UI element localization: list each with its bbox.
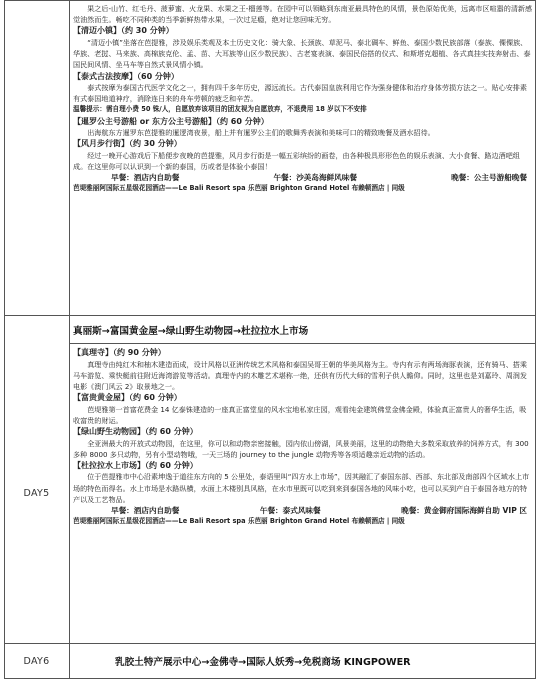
day5-dinner: 晚餐：黄金御府国际海鲜自助 VIP 区	[401, 506, 527, 516]
day4-section-title: 【清迈小镇】（约 30 分钟）	[73, 26, 174, 36]
table-border-bottom	[4, 678, 536, 679]
row-divider-day5-route	[4, 315, 536, 316]
day5-section-title: 【真理寺】（约 90 分钟）	[73, 348, 166, 357]
day4-section-title: 【泰式古法按摩】（60 分钟）	[73, 71, 179, 81]
table-border-top	[4, 0, 536, 1]
day5-section-text: 全亚洲最大的开放式动物园，在这里，你可以和动物亲密接触，园内依山傍湖，风景美丽，这里的动物绝大多数采取放养的饲养方式，有 300 多种 8000 多只动物，另有小型动物哦，一天三场的 journey to the jungle 动物秀等各项适趣亲近动物的活动。	[73, 438, 529, 459]
day5-section-title: 【富贵黄金屋】（约 60 分钟）	[73, 393, 182, 403]
day4-section-title: 【暹罗公主号游船 or 东方公主号游船】（约 60 分钟）	[73, 116, 269, 126]
day5-meals	[73, 505, 533, 516]
table-border-right	[535, 0, 536, 679]
day5-section-title: 【绿山野生动物园】（约 60 分钟）	[73, 427, 198, 437]
day4-section-title: 【风月步行街】（约 30 分钟）	[73, 139, 182, 149]
day5-section-title: 【杜拉拉水上市场】（约 60 分钟）	[73, 460, 198, 470]
day4-section-text: 出海航东方暹罗东芭提雅的暹逻湾夜景，船上并有暹罗公主们的歌舞秀表演和美味可口的精致晚餐及酒水招待。	[87, 128, 435, 138]
row-divider-day5-body	[69, 343, 536, 344]
day4-dinner: 晚餐：公主号游船晚餐	[451, 173, 527, 183]
day4-hotel: 芭堤雅丽阿国际五星级花园酒店——Le Bali Resort spa 乐芭丽 Brighton Grand Hotel 布赖顿酒店 | 同级	[73, 184, 405, 193]
day6-route: 乳胶土特产展示中心→金佛寺→国际人妖秀→免税商场 KINGPOWER	[115, 657, 411, 668]
day6-label: DAY6	[23, 655, 50, 667]
day5-section-text: 位于芭提雅市中心沿素坤逸于道往东方向的 5 公里处，泰语里叫“四方水上市场”，因其融汇了泰国东部、西部、东北部及南部四个区域水上市场的特色而得名。水上市场是水路纵横，水面上木楼别具风格，在水市里既可以吃到来到泰国各地的风味小吃，也可以买到产自于泰国各地方的特产以及工艺物品。	[73, 472, 530, 504]
day5-label: DAY5	[23, 488, 50, 499]
day5-hotel: 芭堤雅丽阿国际五星级花园酒店——Le Bali Resort spa 乐芭丽 Brighton Grand Hotel 布赖顿酒店 | 同级	[73, 517, 405, 526]
day4-breakfast: 早餐：酒店内自助餐	[111, 173, 180, 183]
day4-section-text: “清迈小镇”坐落在芭提雅，涉及娱乐类观及本土历史文化：骑大象、长颈族、草泥马、泰北碉车、鲜鱼、泰国少数民族部落（泰族、傈傈族、华族、老挝、马来族、高棉族克伦、孟、苗、大耳族等山区少数民族）、古老宴表演、泰国民俗搭的仪式、和斯塔克超植、各式真挂实技奔射击、泰国民间风情、坐马车等自然式景风情小镇。	[73, 37, 531, 70]
day4-section-text: 经过一晚开心游戏后下船便步夜晚的芭提雅，风月步行街是一幅五彩缤纷的画卷，由各种极具形形色色的娱乐表演、大小食餐、路边酒吧组成。在这里你可以认识到一个新的泰国，历或者是体验小泰国！	[73, 150, 520, 172]
day4-lunch: 午餐：沙美岛海鲜风味餐	[273, 173, 357, 183]
day4-section-text: 泰式按摩为泰国古代医学文化之一，拥有四千多年历史，源远流长。古代泰国皇族利用它作为强身健体和治疗身体劳损方法之一。贴心安排素有式泰国地道神疗，消除连日来的舟车劳顿的疲乏和辛苦。	[73, 83, 527, 104]
day5-section-text: 真理寺由纯红木和柚木建造而成，设计风格以亚洲传统艺术风格和泰国吴哥王朝的华美风格为主。寺内有示有两场海豚表演，还有骑马、搭乘马车游览、乘快艇前往附近海湾游览等活动。真理寺内的木雕艺术堪称一绝，还供有历代大师的雪利子供人瞻仰。同时，这里也是刘嘉玲、周润发电影《澳门风云 2》取景地之一。	[73, 359, 527, 391]
day4-content	[73, 3, 533, 195]
day5-lunch: 午餐：泰式风味餐	[259, 506, 321, 516]
day4-intro: 果之后-山竹、红毛丹、菠萝蜜、火龙果、水果之王-榴莲等。在园中可以领略到东南亚最具特色的风情，景色原始优美，远离市区喧嚣的清新感觉油然而生。畅吃不同种类的当季新鲜热带水果，一次过足瘾，绝对让您回味无穷。	[73, 4, 533, 25]
day5-breakfast: 早餐：酒店内自助餐	[111, 506, 180, 516]
day5-content	[73, 347, 533, 527]
day5-section-text: 芭堤雅第一首富花费金 14 亿泰铢建造的一座真正富堂皇的风水宝地私家庄园，观看纯金建筑佛堂金佛金殿，体验真正富贵人的奢华生活，吸收富贵的财运。	[73, 404, 527, 425]
day-column-divider	[69, 0, 70, 679]
day4-meals	[73, 172, 533, 183]
day5-route: 真丽斯→富国黄金屋→绿山野生动物园→杜拉拉水上市场	[73, 326, 309, 337]
day4-warning-note: 温馨提示：需自理小费 50 铢/人，自愿放弃该项目的团友视为自愿放弃，不退费用 18 岁以下不安排	[73, 105, 367, 114]
row-divider-day6	[4, 643, 536, 644]
